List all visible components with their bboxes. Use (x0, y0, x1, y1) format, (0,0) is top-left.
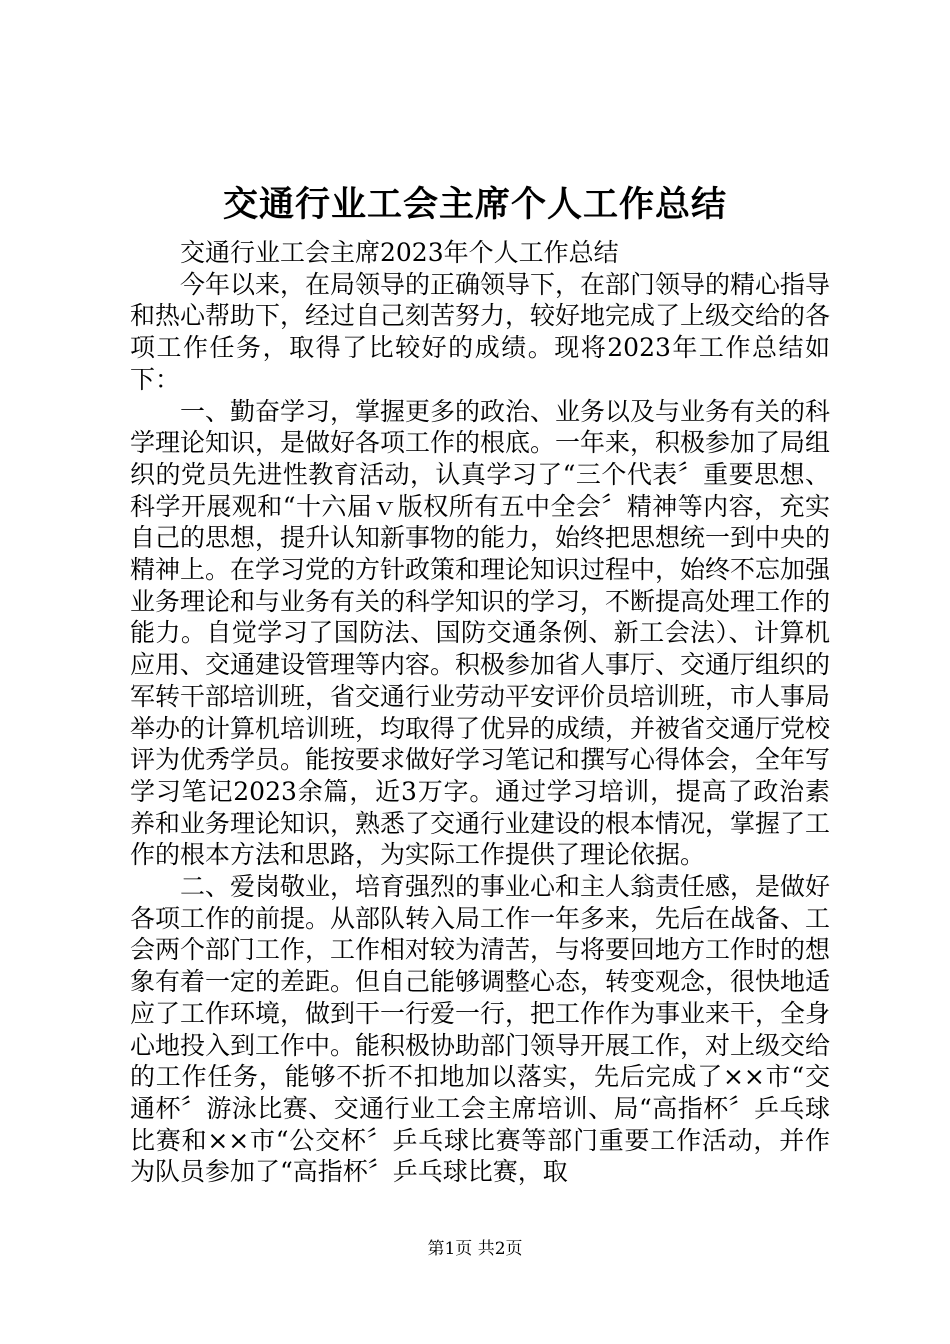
page-number-footer: 第1页 共2页 (427, 1239, 523, 1259)
document-title: 交通行业工会主席个人工作总结 (222, 184, 727, 225)
section-two-paragraph: 二、爱岗敬业，培育强烈的事业心和主人翁责任感，是做好各项工作的前提。从部队转入局工作一年多来，先后在战备、工会两个部门工作，工作相对较为清苦，与将要回地方工作时的想象有着一定的差距。但自己能够调整心态，转变观念，很快地适应了工作环境，做到干一行爱一行，把工作作为事业来干，全身心地投入到工作中。能积极协助部门领导开展工作，对上级交给的工作任务，能够不折不扣地加以落实，先后完成了××市“交通杯〞游泳比赛、交通行业工会主席培训、局“高指杯〞乒乓球比赛和××市“公交杯〞乒乓球比赛等部门重要工作活动，并作为队员参加了“高指杯〞乒乓球比赛，取 (130, 872, 831, 1187)
subtitle-paragraph: 交通行业工会主席2023年个人工作总结 (180, 238, 619, 267)
section-one-paragraph: 一、勤奋学习，掌握更多的政治、业务以及与业务有关的科学理论知识，是做好各项工作的根底。一年来，积极参加了局组织的党员先进性教育活动，认真学习了“三个代表〞重要思想、科学开展观和“十六届ｖ版权所有五中全会〞精神等内容，充实自己的思想，提升认知新事物的能力，始终把思想统一到中央的精神上。在学习党的方针政策和理论知识过程中，始终不忘加强业务理论和与业务有关的科学知识的学习，不断提高处理工作的能力。自觉学习了国防法、国防交通条例、新工会法）、计算机应用、交通建设管理等内容。积极参加省人事厅、交通厅组织的军转干部培训班，省交通行业劳动平安评价员培训班，市人事局举办的计算机培训班，均取得了优异的成绩，并被省交通厅党校评为优秀学员。能按要求做好学习笔记和撰写心得体会，全年写学习笔记2023余篇，近3万字。通过学习培训，提高了政治素养和业务理论知识，熟悉了交通行业建设的根本情况，掌握了工作的根本方法和思路，为实际工作提供了理论依据。 (130, 396, 831, 870)
document-body (130, 237, 830, 1188)
intro-paragraph: 今年以来，在局领导的正确领导下，在部门领导的精心指导和热心帮助下，经过自己刻苦努力，较好地完成了上级交给的各项工作任务，取得了比较好的成绩。现将2023年工作总结如下： (130, 269, 831, 394)
